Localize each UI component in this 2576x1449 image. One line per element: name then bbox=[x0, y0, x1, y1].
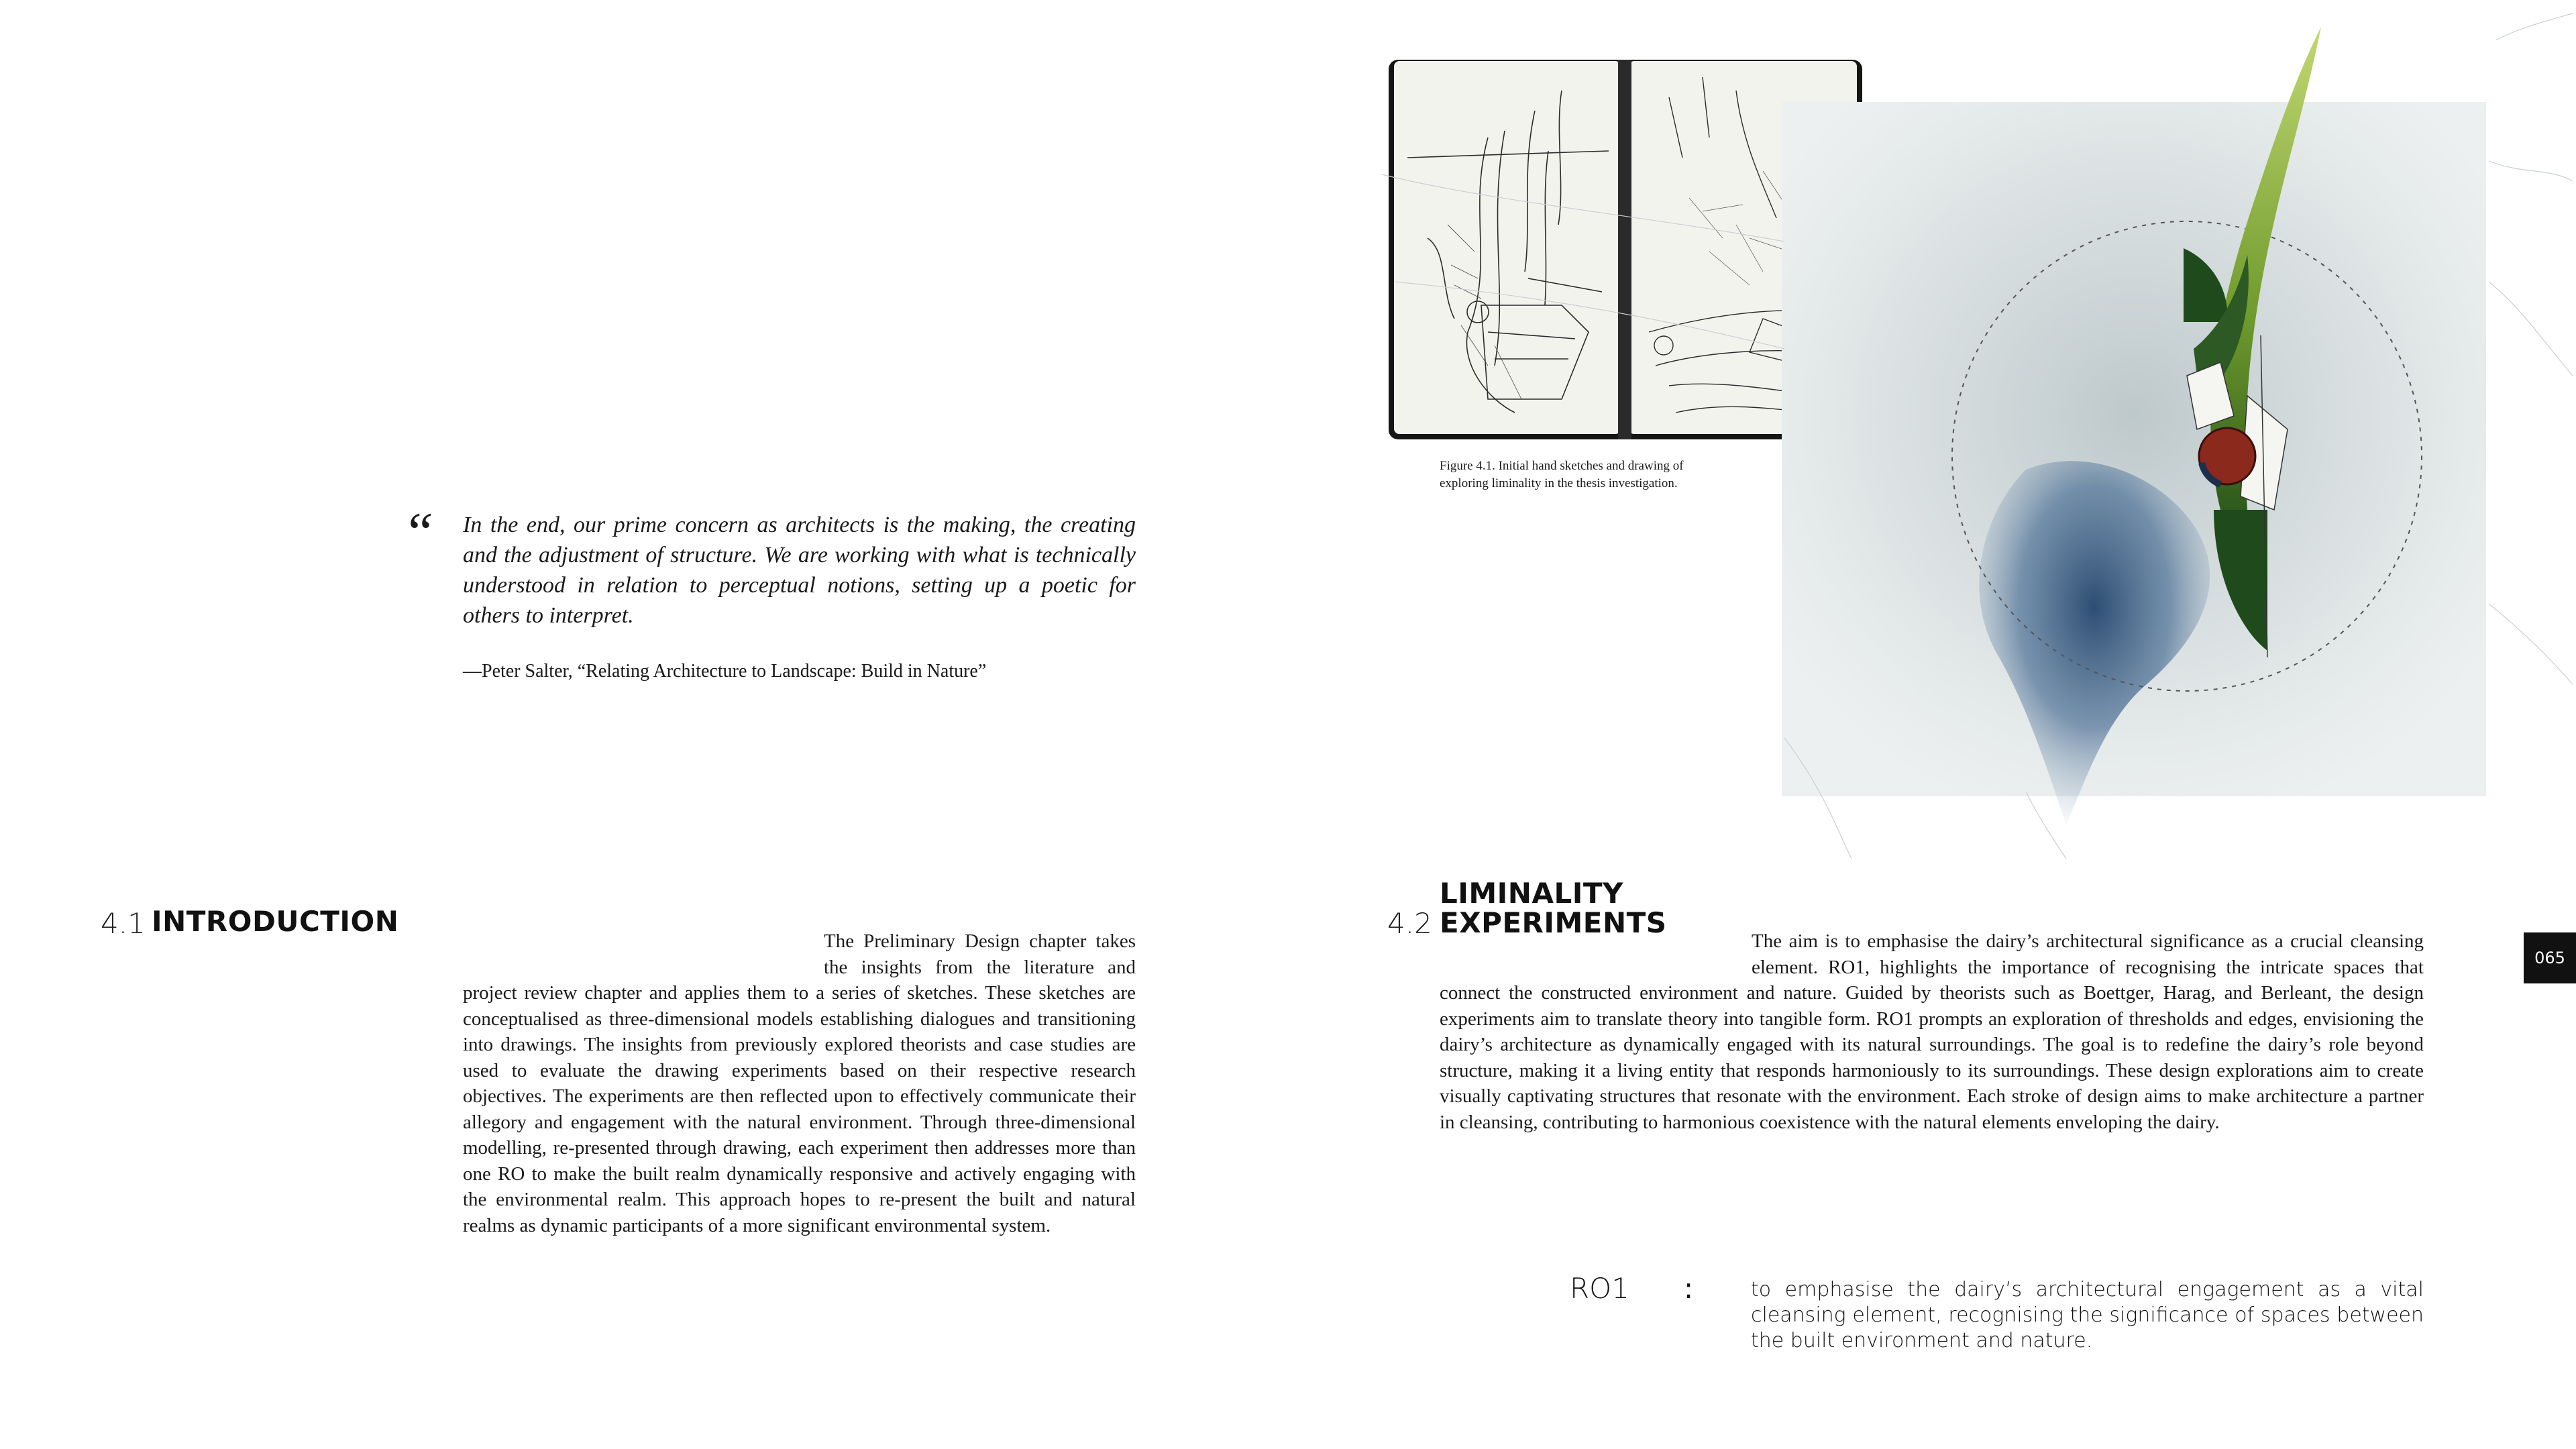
section-title-liminality-line2: EXPERIMENTS bbox=[1440, 906, 1667, 939]
section-number-liminality: 4.2 bbox=[1387, 907, 1432, 940]
quote-mark: “ bbox=[402, 501, 434, 564]
page-number-tab: 065 bbox=[2524, 932, 2576, 983]
section-title-liminality-line1: LIMINALITY bbox=[1440, 877, 1623, 910]
research-objective-label: RO1 bbox=[1570, 1272, 1629, 1305]
site-plan-drawing bbox=[1355, 0, 2576, 859]
liminality-body: The aim is to emphasise the dairy’s architectural significance as a crucial cleansing element. RO1, highlights the importance of recognising the intricate spaces that connect the constructed environment and nature. Guided by theorists such as Boettger, Harag, and Berleant, the design experiments aim to translate theory into tangible form. RO1 prompts an exploration of thresholds and edges, envisioning the dairy’s architecture as dynamically engaged with its natural surroundings. The goal is to redefine the dairy’s role beyond structure, making it a living entity that responds harmoniously to its surroundings. These design explorations aim to create visually captivating structures that resonate with the environment. Each stroke of design aims to make architecture a partner in cleansing, contributing to harmonious coexistence with the natural elements enveloping the dairy. bbox=[1440, 930, 2424, 1133]
research-objective-colon: : bbox=[1684, 1272, 1694, 1305]
quote-attribution: —Peter Salter, “Relating Architecture to Landscape: Build in Nature” bbox=[463, 661, 987, 682]
research-objective-text: to emphasise the dairy’s architectural engagement as a vital cleansing element, recognising the significance of spaces between the built environment and nature. bbox=[1751, 1278, 2424, 1352]
introduction-body: The Preliminary Design chapter takes the insights from the literature and project review chapter and applies them to a series of sketches. These sketches are conceptualised as three-dimensional models establishing dialogues and transitioning into drawings. The insights from previously explored theorists and case studies are used to evaluate the drawing experiments based on their respective research objectives. The experiments are then reflected upon to effectively communicate their allegory and engagement with the natural environment. Through three-dimensional modelling, re-presented through drawing, each experiment then addresses more than one RO to make the built realm dynamically responsive and actively engaging with the environmental realm. This approach hopes to re-present the built and natural realms as dynamic participants of a more significant environmental system. bbox=[463, 930, 1136, 1236]
figure-caption: Figure 4.1. Initial hand sketches and drawing of exploring liminality in the thesis investigation. bbox=[1440, 459, 1684, 490]
section-title-introduction: INTRODUCTION bbox=[152, 905, 399, 938]
epigraph-quote: In the end, our prime concern as architects is the making, the creating and the adjustment of structure. We are working with what is technically understood in relation to perceptual notions, setting up a poetic for others to interpret. bbox=[463, 513, 1136, 628]
section-number-introduction: 4.1 bbox=[101, 907, 146, 940]
